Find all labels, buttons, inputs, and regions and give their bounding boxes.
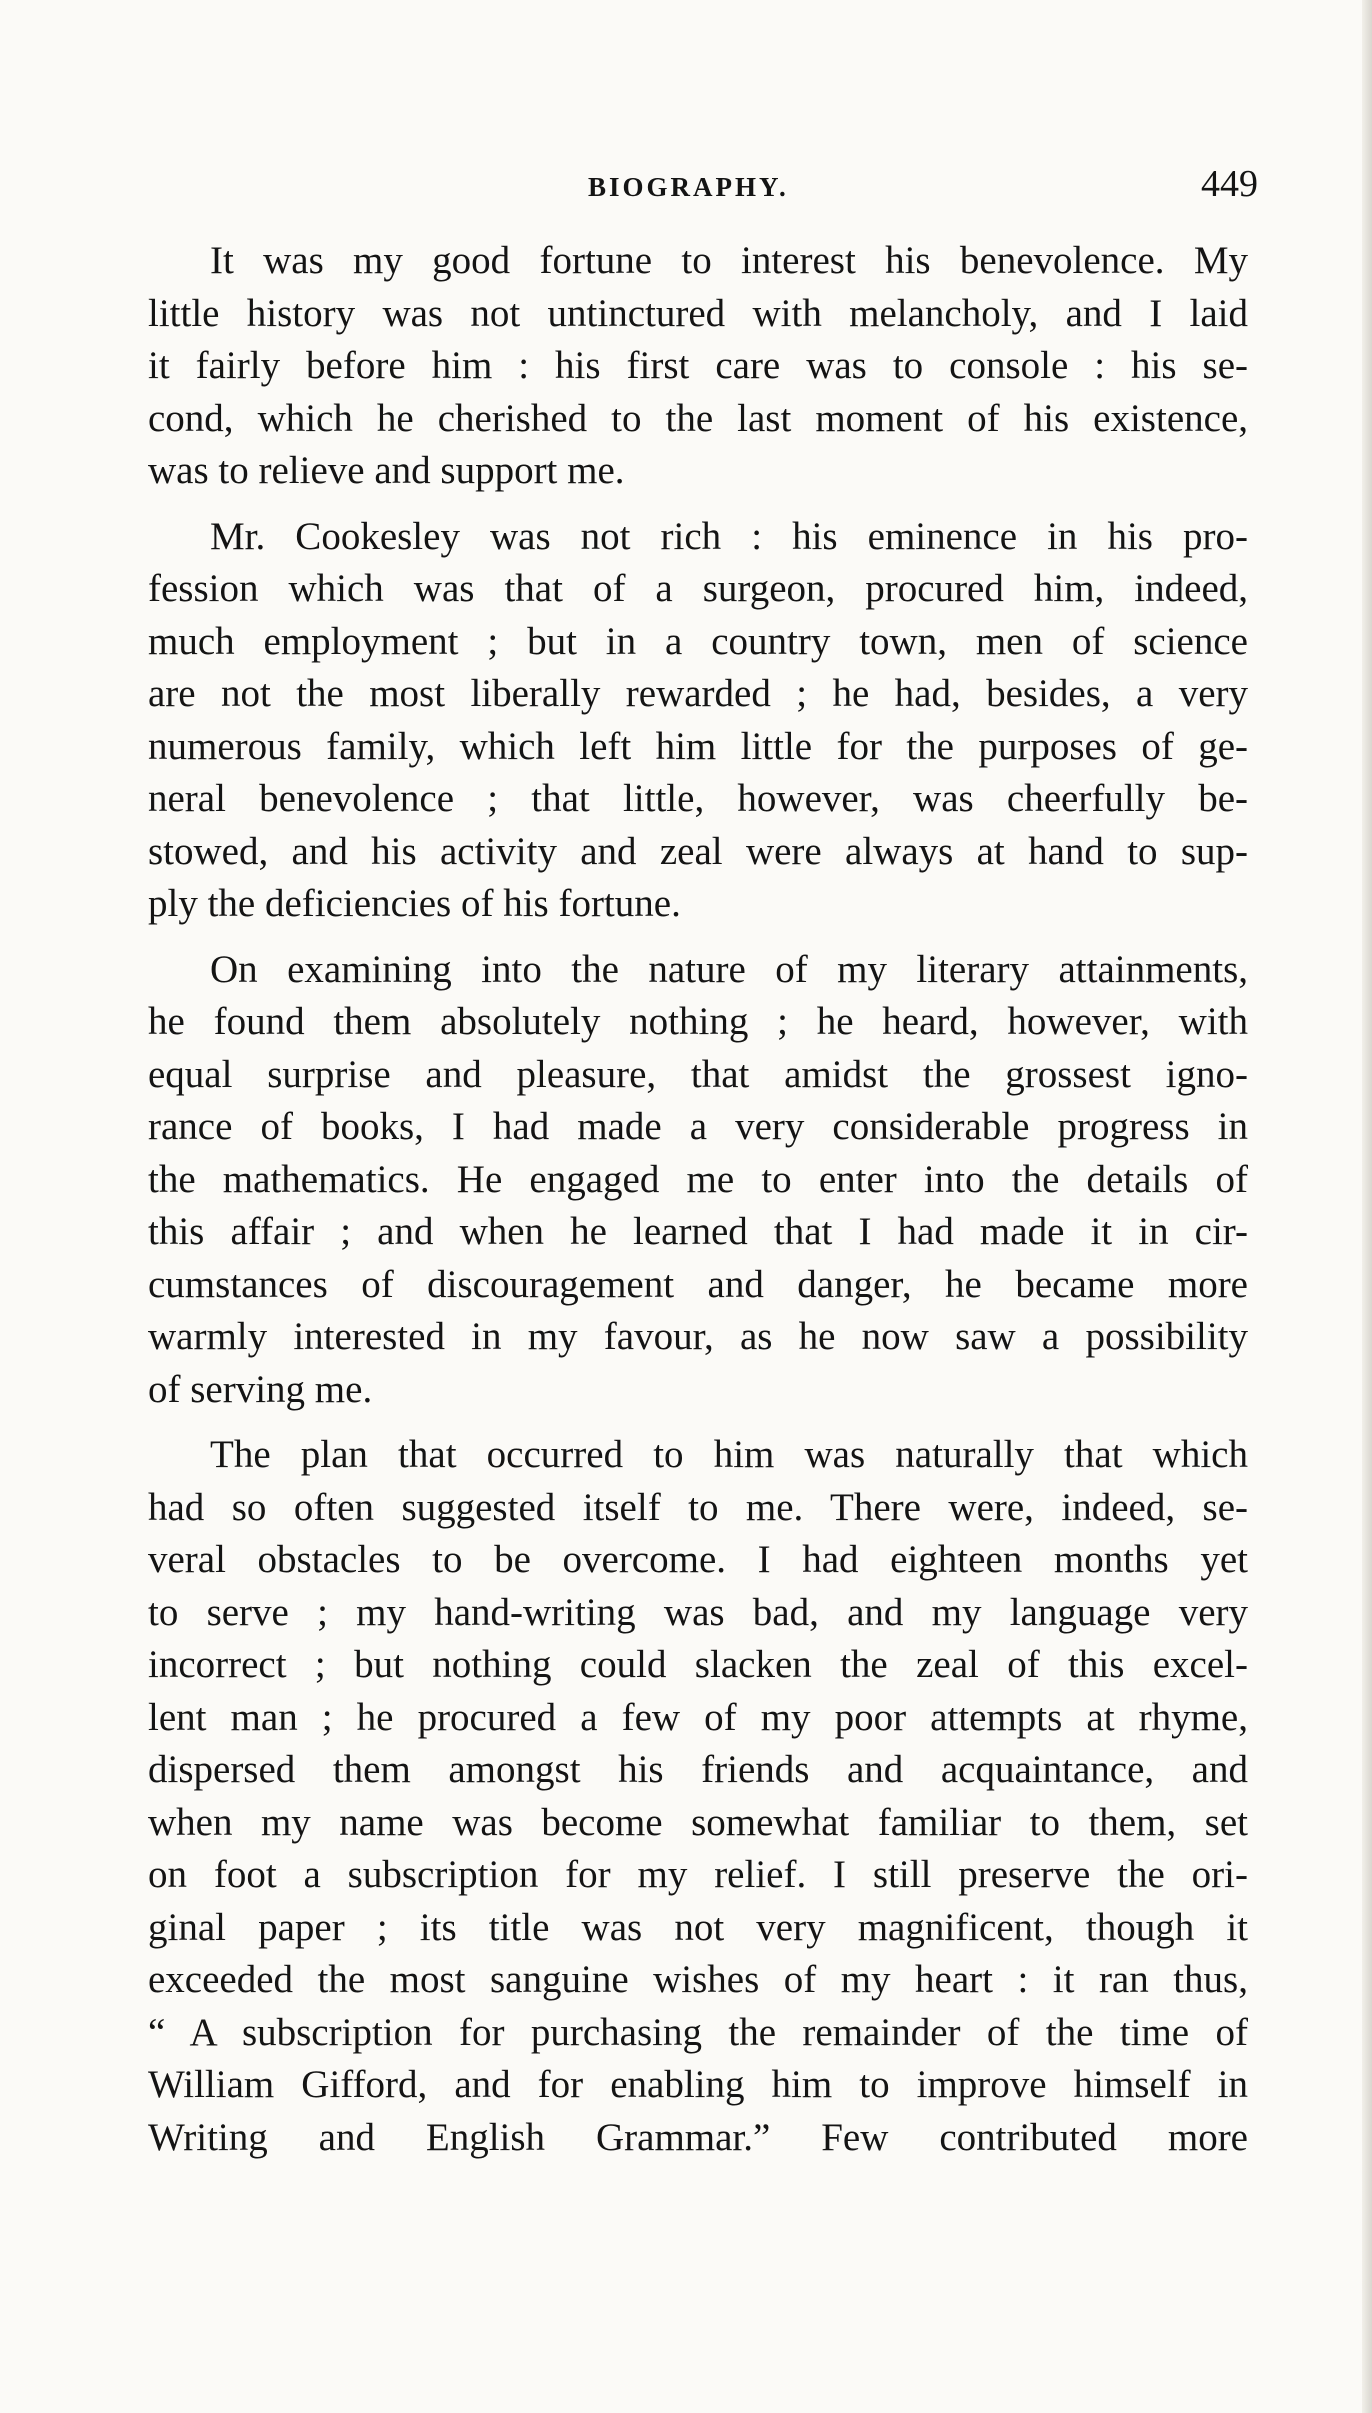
text-line: it fairly before him : his first care was to console : his se- <box>148 344 1248 387</box>
text-line: dispersed them amongst his friends and acquaintance, and <box>148 1748 1248 1791</box>
text-line: incorrect ; but nothing could slacken the zeal of this excel- <box>148 1643 1248 1686</box>
text-line: ginal paper ; its title was not very magnificent, though it <box>148 1905 1248 1949</box>
text-line: the mathematics. He engaged me to enter into the details of <box>148 1157 1248 1201</box>
text-line: William Gifford, and for enabling him to improve himself in <box>148 2063 1248 2106</box>
text-line: to serve ; my hand-writing was bad, and my language very <box>148 1590 1248 1634</box>
page-header <box>148 162 1258 212</box>
text-line: of serving me. <box>148 1367 373 1411</box>
paragraph-4 <box>148 1429 1248 2164</box>
text-line: lent man ; he procured a few of my poor attempts at rhyme, <box>148 1695 1248 1739</box>
text-line: are not the most liberally rewarded ; he had, besides, a very <box>148 672 1248 715</box>
text-line: on foot a subscription for my relief. I still preserve the ori- <box>148 1853 1248 1896</box>
text-line: stowed, and his activity and zeal were always at hand to sup- <box>148 829 1248 873</box>
page-edge <box>1362 0 1372 2413</box>
text-line: fession which was that of a surgeon, procured him, indeed, <box>148 567 1248 610</box>
text-line: cond, which he cherished to the last moment of his existence, <box>148 396 1248 440</box>
text-line: when my name was become somewhat familiar to them, set <box>148 1800 1248 1844</box>
text-line: rance of books, I had made a very considerable progress in <box>148 1105 1248 1148</box>
text-line: It was my good fortune to interest his benevolence. My <box>210 239 1248 282</box>
text-line: Mr. Cookesley was not rich : his eminence in his pro- <box>210 514 1248 558</box>
text-line: little history was not untinctured with melancholy, and I laid <box>148 291 1248 335</box>
paragraph-1 <box>148 235 1248 498</box>
text-line: “ A subscription for purchasing the remainder of the time of <box>148 2010 1248 2054</box>
text-line: much employment ; but in a country town, men of science <box>148 619 1248 663</box>
text-line: cumstances of discouragement and danger, he became more <box>148 1262 1248 1306</box>
text-line: neral benevolence ; that little, however, was cheerfully be- <box>148 777 1248 820</box>
text-line: On examining into the nature of my literary attainments, <box>210 947 1248 991</box>
text-line: veral obstacles to be overcome. I had eighteen months yet <box>148 1538 1248 1581</box>
page-number: 449 <box>1201 163 1258 205</box>
text-line: warmly interested in my favour, as he now saw a possibility <box>148 1315 1248 1358</box>
text-line: numerous family, which left him little for the purposes of ge- <box>148 724 1248 768</box>
paragraph-3 <box>148 944 1248 1417</box>
text-line: had so often suggested itself to me. There were, indeed, se- <box>148 1485 1248 1529</box>
paragraph-2 <box>148 511 1248 931</box>
text-line: was to relieve and support me. <box>148 449 625 492</box>
text-line: The plan that occurred to him was naturally that which <box>210 1433 1248 1476</box>
text-line: ply the deficiencies of his fortune. <box>148 882 681 925</box>
body-text <box>148 235 1248 2177</box>
text-line: this affair ; and when he learned that I had made it in cir- <box>148 1210 1248 1253</box>
text-line: he found them absolutely nothing ; he heard, however, with <box>148 1000 1248 1043</box>
running-head: BIOGRAPHY. <box>588 172 789 202</box>
text-line: exceeded the most sanguine wishes of my heart : it ran thus, <box>148 1958 1248 2001</box>
text-line: equal surprise and pleasure, that amidst the grossest igno- <box>148 1052 1248 1096</box>
text-line: Writing and English Grammar.” Few contributed more <box>148 2115 1248 2159</box>
